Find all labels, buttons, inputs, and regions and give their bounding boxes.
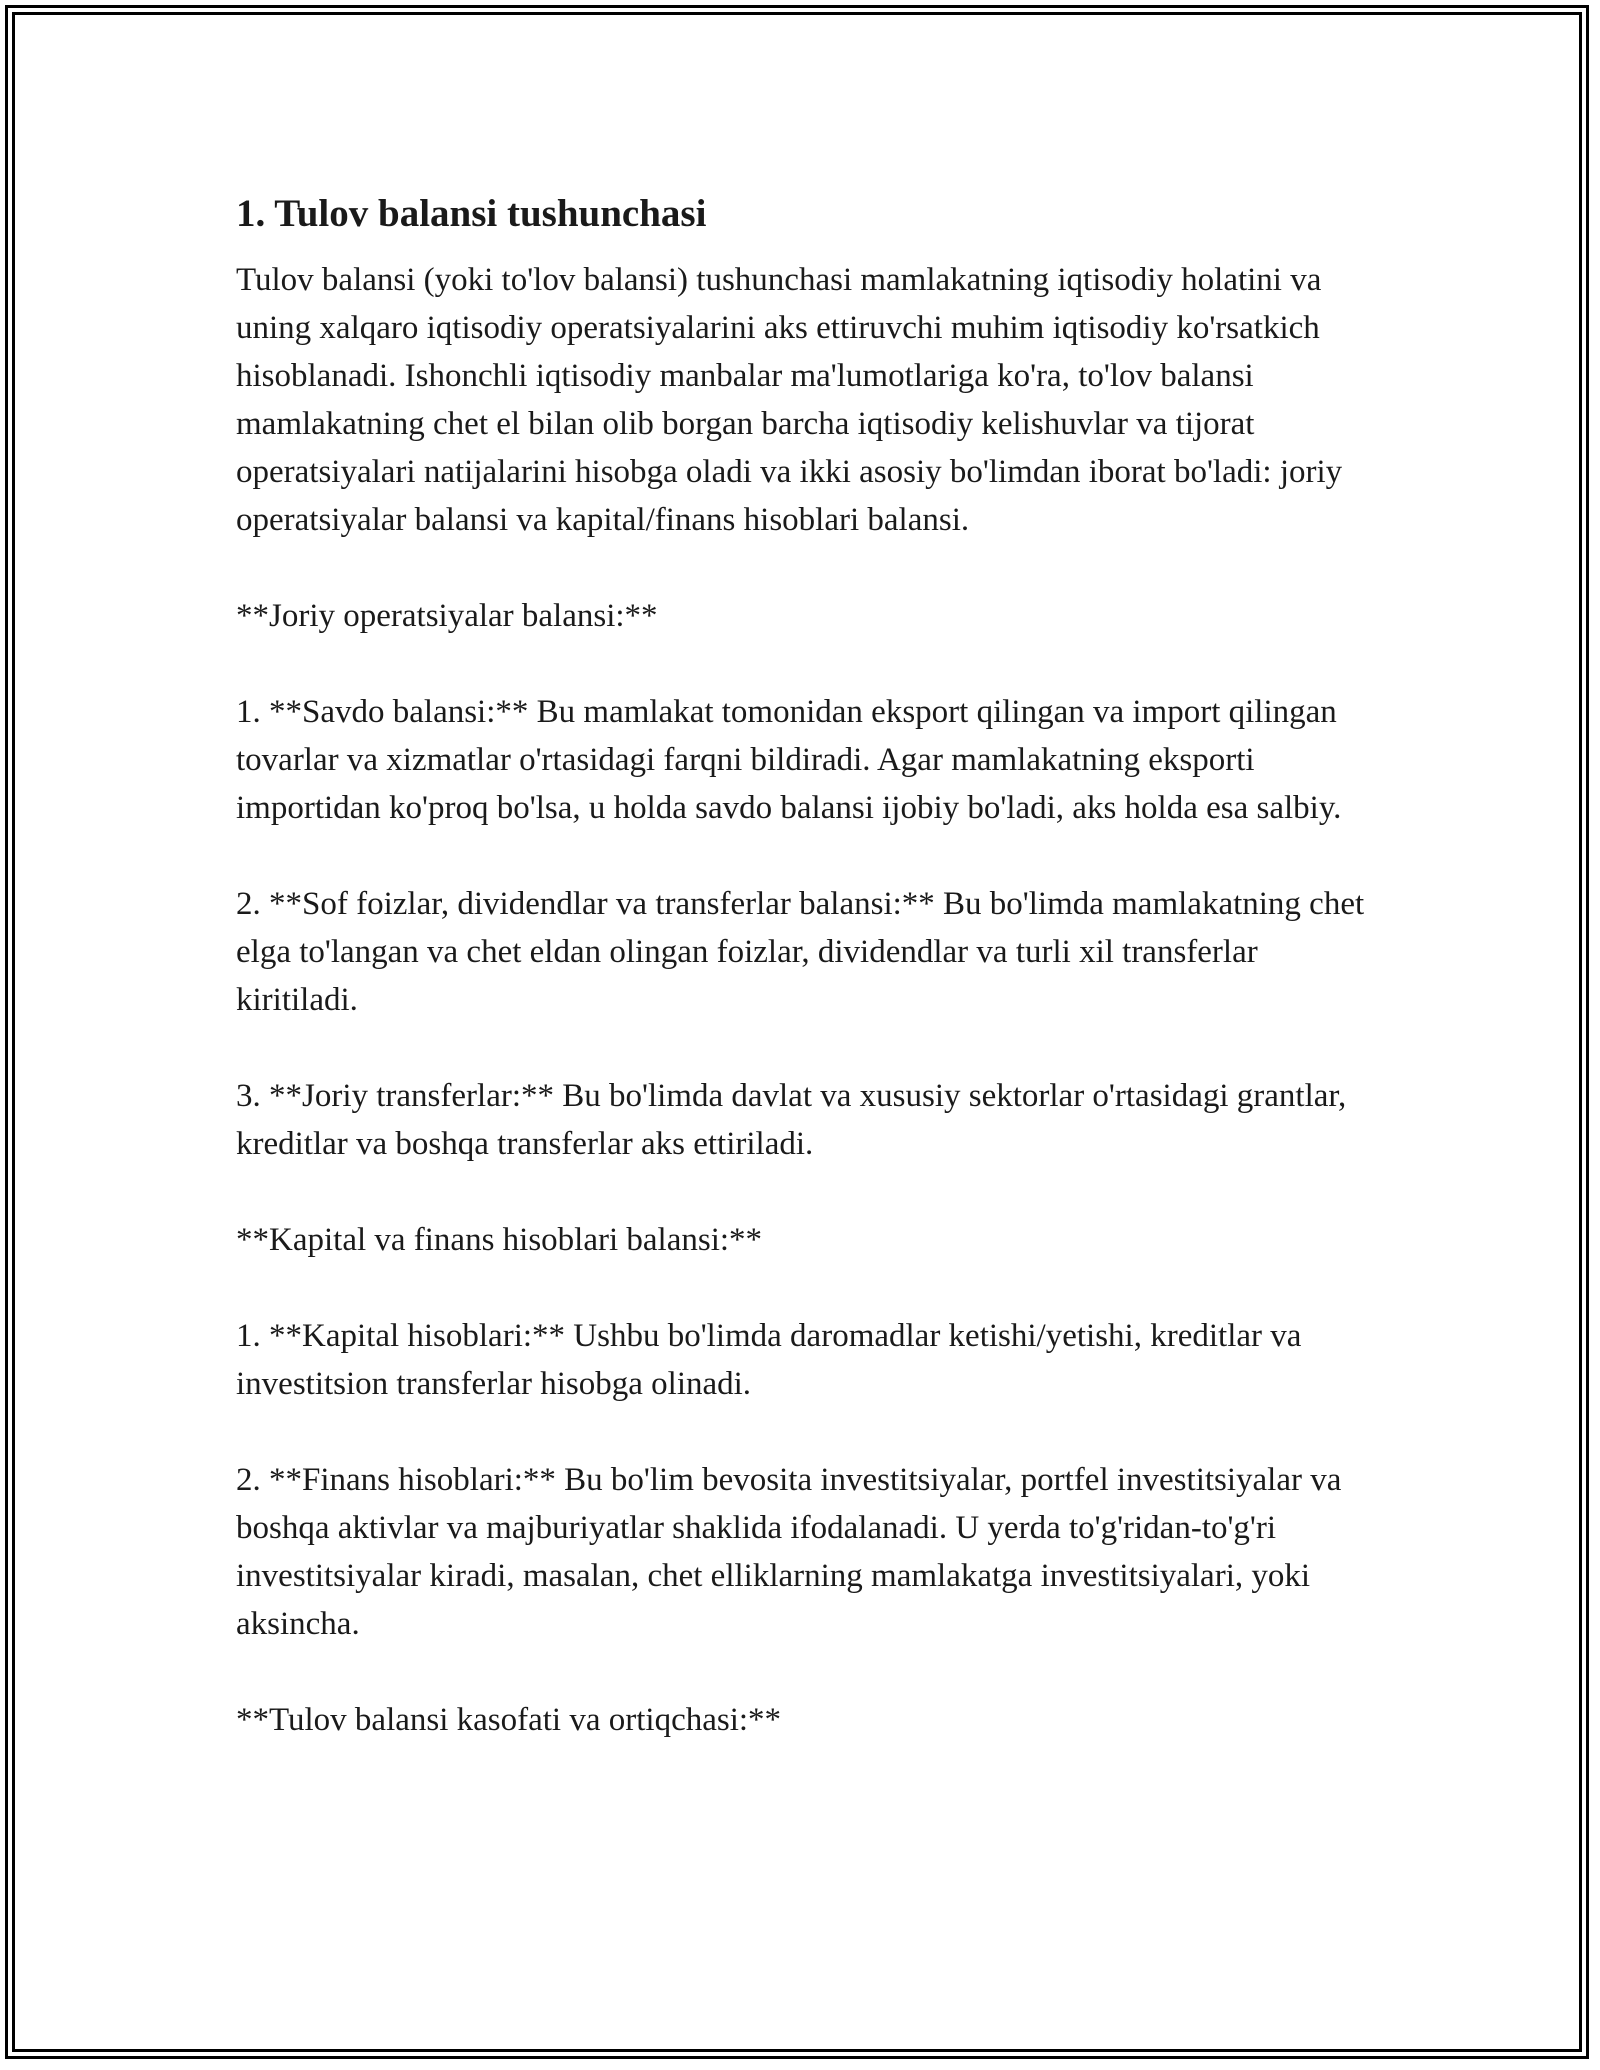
section-heading-current-account: **Joriy operatsiyalar balansi:**: [236, 598, 658, 634]
section-heading-capital-account: **Kapital va finans hisoblari balansi:**: [236, 1222, 763, 1258]
paragraph-current-transfers: 3. **Joriy transferlar:** Bu bo'limda davlat va xususiy sektorlar o'rtasidagi grantlar, kreditlar va boshqa transferlar aks ettiriladi.: [236, 1078, 1347, 1162]
paragraph-intro: Tulov balansi (yoki to'lov balansi) tushunchasi mamlakatning iqtisodiy holatini va uning xalqaro iqtisodiy operatsiyalarini aks ettiruvchi muhim iqtisodiy ko'rsatkich hisoblanadi. Ishonchli iqtisodiy manbalar ma'lumotlariga ko'ra, to'lov balansi mamlakatning chet el bilan olib borgan barcha iqtisodiy kelishuvlar va tijorat operatsiyalari natijalarini hisobga oladi va ikki asosiy bo'limdan iborat bo'ladi: joriy operatsiyalar balansi va kapital/finans hisoblari balansi.: [236, 262, 1343, 538]
document-title: 1. Tulov balansi tushunchasi: [236, 192, 707, 235]
paragraph-net-interest: 2. **Sof foizlar, dividendlar va transferlar balansi:** Bu bo'limda mamlakatning chet elga to'langan va chet eldan olingan foizlar, dividendlar va turli xil transferlar kiritiladi.: [236, 886, 1365, 1018]
paragraph-capital-accounts: 1. **Kapital hisoblari:** Ushbu bo'limda daromadlar ketishi/yetishi, kreditlar va investitsion transferlar hisobga olinadi.: [236, 1318, 1302, 1402]
document-body: [236, 186, 1376, 1744]
paragraph-trade-balance: 1. **Savdo balansi:** Bu mamlakat tomonidan eksport qilingan va import qilingan tovarlar va xizmatlar o'rtasidagi farqni bildiradi. Agar mamlakatning eksporti importidan ko'proq bo'lsa, u holda savdo balansi ijobiy bo'ladi, aks holda esa salbiy.: [236, 694, 1342, 826]
section-heading-deficit-surplus: **Tulov balansi kasofati va ortiqchasi:**: [236, 1702, 782, 1738]
paragraph-financial-accounts: 2. **Finans hisoblari:** Bu bo'lim bevosita investitsiyalar, portfel investitsiyalar va boshqa aktivlar va majburiyatlar shaklida ifodalanadi. U yerda to'g'ridan-to'g'ri investitsiyalar kiradi, masalan, chet elliklarning mamlakatga investitsiyalari, yoki aksincha.: [236, 1462, 1342, 1642]
